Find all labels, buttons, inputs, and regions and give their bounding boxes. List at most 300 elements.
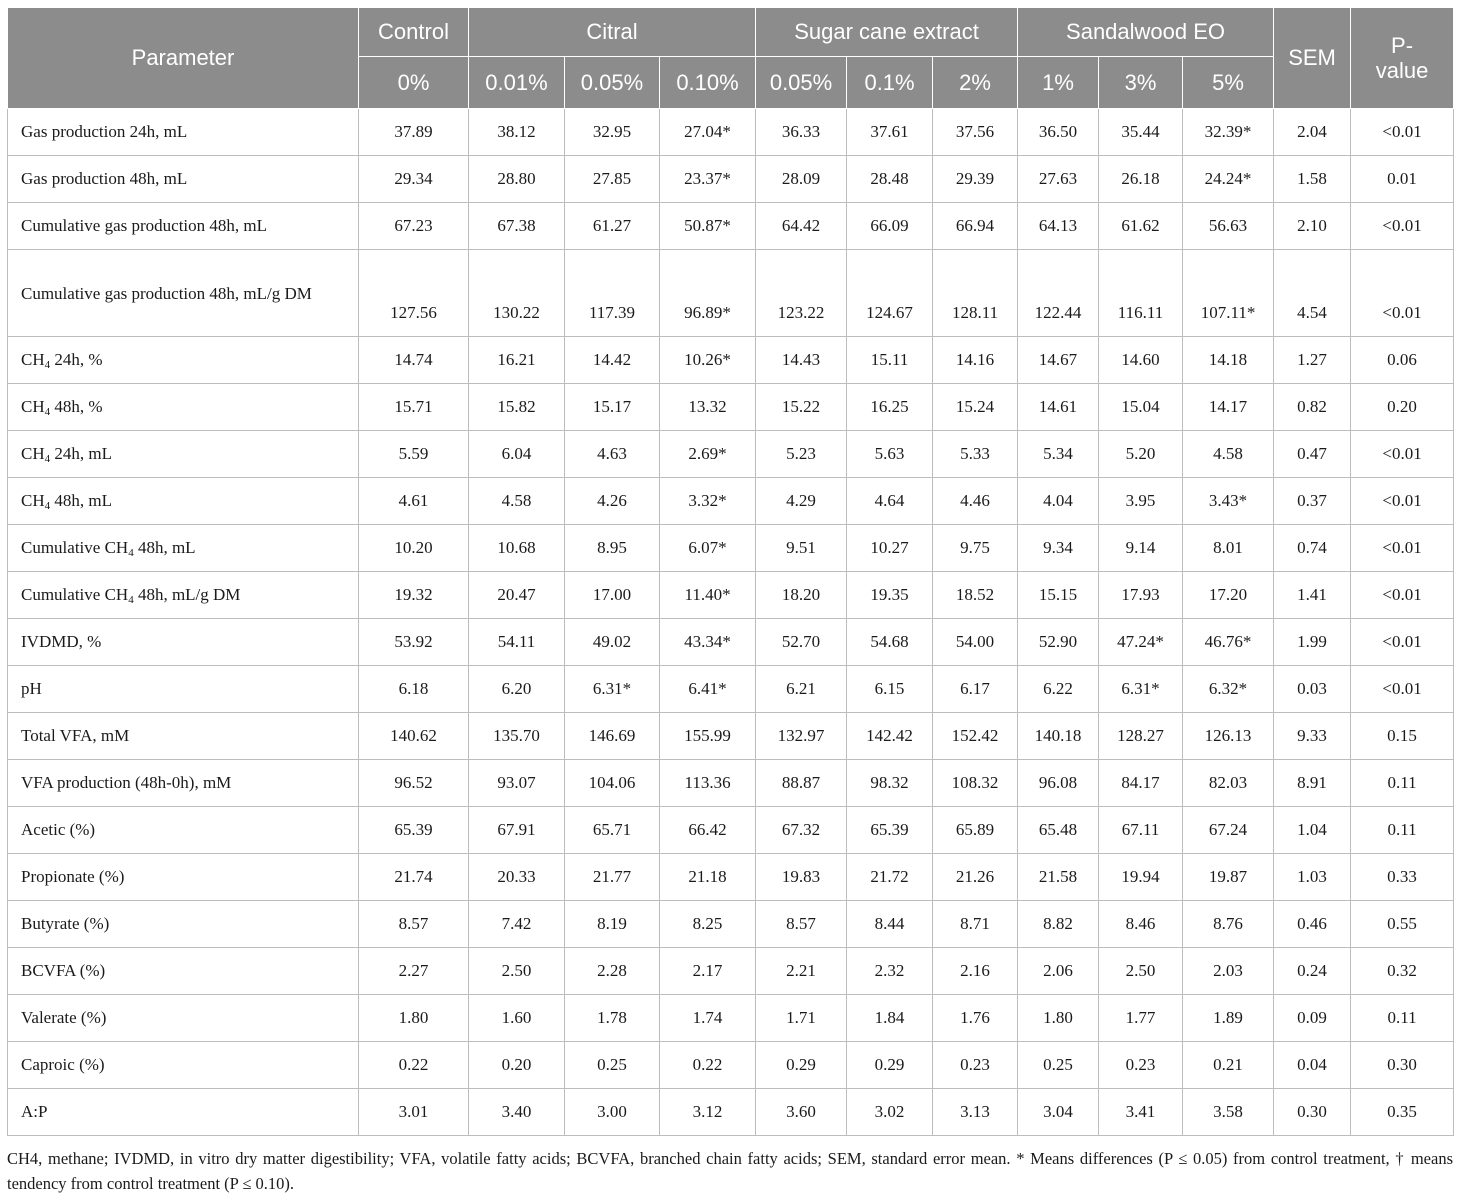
value-cell: 116.11	[1099, 250, 1183, 337]
value-cell: 4.58	[469, 478, 565, 525]
value-cell: 4.64	[847, 478, 933, 525]
value-cell: 113.36	[660, 760, 756, 807]
parameter-subscript: 4	[44, 406, 51, 418]
value-cell: 29.34	[359, 156, 469, 203]
table-row	[8, 156, 1454, 203]
value-cell: 64.13	[1018, 203, 1099, 250]
value-cell: <0.01	[1351, 666, 1454, 713]
value-cell: 54.11	[469, 619, 565, 666]
parameter-label: CH	[21, 350, 45, 369]
value-cell: 0.33	[1351, 854, 1454, 901]
value-cell: 9.51	[756, 525, 847, 572]
value-cell: 67.32	[756, 807, 847, 854]
parameter-cell	[8, 854, 359, 901]
value-cell: 19.83	[756, 854, 847, 901]
value-cell: 4.63	[565, 431, 660, 478]
table-row	[8, 948, 1454, 995]
parameter-cell	[8, 337, 359, 384]
value-cell: 16.25	[847, 384, 933, 431]
table-row	[8, 666, 1454, 713]
results-table-container	[7, 7, 1453, 1196]
value-cell: 65.39	[847, 807, 933, 854]
parameter-label: CH	[21, 397, 45, 416]
parameter-label: Gas production 24h, mL	[21, 122, 188, 141]
value-cell: 66.42	[660, 807, 756, 854]
value-cell: 122.44	[1018, 250, 1099, 337]
value-cell: 14.60	[1099, 337, 1183, 384]
value-cell: 3.43*	[1183, 478, 1274, 525]
value-cell: 2.32	[847, 948, 933, 995]
value-cell: 10.26*	[660, 337, 756, 384]
value-cell: 3.40	[469, 1089, 565, 1136]
header-dose: 0.05%	[756, 57, 847, 109]
value-cell: 6.31*	[565, 666, 660, 713]
parameter-cell	[8, 156, 359, 203]
value-cell: 152.42	[933, 713, 1018, 760]
parameter-cell	[8, 666, 359, 713]
header-group-sandalwood-eo: Sandalwood EO	[1018, 8, 1274, 57]
parameter-subscript: 4	[128, 547, 134, 559]
parameter-cell	[8, 1089, 359, 1136]
value-cell: 7.42	[469, 901, 565, 948]
value-cell: 1.80	[359, 995, 469, 1042]
value-cell: 32.39*	[1183, 109, 1274, 156]
table-row	[8, 250, 1454, 337]
value-cell: <0.01	[1351, 431, 1454, 478]
parameter-label: Valerate (%)	[21, 1008, 107, 1027]
value-cell: 0.04	[1274, 1042, 1351, 1089]
value-cell: 6.17	[933, 666, 1018, 713]
value-cell: 11.40*	[660, 572, 756, 619]
value-cell: 8.25	[660, 901, 756, 948]
value-cell: 135.70	[469, 713, 565, 760]
header-dose: 2%	[933, 57, 1018, 109]
parameter-cell	[8, 807, 359, 854]
value-cell: 0.29	[847, 1042, 933, 1089]
value-cell: 67.23	[359, 203, 469, 250]
value-cell: 3.12	[660, 1089, 756, 1136]
value-cell: 2.04	[1274, 109, 1351, 156]
value-cell: 61.62	[1099, 203, 1183, 250]
parameter-cell	[8, 250, 359, 337]
header-pvalue: P-value	[1351, 8, 1454, 109]
table-row	[8, 337, 1454, 384]
value-cell: 104.06	[565, 760, 660, 807]
value-cell: 65.71	[565, 807, 660, 854]
value-cell: 9.34	[1018, 525, 1099, 572]
value-cell: <0.01	[1351, 478, 1454, 525]
value-cell: 27.85	[565, 156, 660, 203]
value-cell: 8.82	[1018, 901, 1099, 948]
value-cell: 6.32*	[1183, 666, 1274, 713]
value-cell: 0.46	[1274, 901, 1351, 948]
value-cell: 0.23	[933, 1042, 1018, 1089]
parameter-cell	[8, 619, 359, 666]
value-cell: 4.29	[756, 478, 847, 525]
parameter-label: BCVFA (%)	[21, 961, 106, 980]
table-row	[8, 713, 1454, 760]
value-cell: 38.12	[469, 109, 565, 156]
value-cell: 1.76	[933, 995, 1018, 1042]
value-cell: 0.09	[1274, 995, 1351, 1042]
value-cell: 15.71	[359, 384, 469, 431]
value-cell: 3.32*	[660, 478, 756, 525]
value-cell: 3.01	[359, 1089, 469, 1136]
value-cell: 0.22	[660, 1042, 756, 1089]
value-cell: 17.20	[1183, 572, 1274, 619]
value-cell: 32.95	[565, 109, 660, 156]
table-row	[8, 203, 1454, 250]
value-cell: 5.34	[1018, 431, 1099, 478]
value-cell: 19.35	[847, 572, 933, 619]
table-row	[8, 384, 1454, 431]
value-cell: 8.91	[1274, 760, 1351, 807]
value-cell: 93.07	[469, 760, 565, 807]
value-cell: 52.70	[756, 619, 847, 666]
value-cell: 35.44	[1099, 109, 1183, 156]
value-cell: 96.52	[359, 760, 469, 807]
parameter-label: Cumulative CH	[21, 585, 129, 604]
parameter-label: Gas production 48h, mL	[21, 169, 188, 188]
value-cell: 0.32	[1351, 948, 1454, 995]
value-cell: <0.01	[1351, 203, 1454, 250]
value-cell: 49.02	[565, 619, 660, 666]
value-cell: 17.00	[565, 572, 660, 619]
value-cell: 54.68	[847, 619, 933, 666]
value-cell: 130.22	[469, 250, 565, 337]
value-cell: 0.11	[1351, 995, 1454, 1042]
parameter-cell	[8, 572, 359, 619]
table-header	[8, 8, 1454, 109]
value-cell: 84.17	[1099, 760, 1183, 807]
value-cell: 9.75	[933, 525, 1018, 572]
parameter-label: Cumulative CH	[21, 538, 129, 557]
value-cell: 8.76	[1183, 901, 1274, 948]
header-dose: 0.05%	[565, 57, 660, 109]
value-cell: 8.57	[359, 901, 469, 948]
value-cell: 128.11	[933, 250, 1018, 337]
parameter-label: IVDMD, %	[21, 632, 102, 651]
value-cell: 140.62	[359, 713, 469, 760]
value-cell: 6.07*	[660, 525, 756, 572]
value-cell: 0.74	[1274, 525, 1351, 572]
value-cell: 3.41	[1099, 1089, 1183, 1136]
value-cell: 108.32	[933, 760, 1018, 807]
value-cell: 0.06	[1351, 337, 1454, 384]
value-cell: 1.41	[1274, 572, 1351, 619]
value-cell: 155.99	[660, 713, 756, 760]
value-cell: 18.52	[933, 572, 1018, 619]
value-cell: 8.95	[565, 525, 660, 572]
table-row	[8, 1089, 1454, 1136]
value-cell: 23.37*	[660, 156, 756, 203]
value-cell: 82.03	[1183, 760, 1274, 807]
value-cell: 140.18	[1018, 713, 1099, 760]
value-cell: 14.17	[1183, 384, 1274, 431]
parameter-cell	[8, 431, 359, 478]
value-cell: 8.57	[756, 901, 847, 948]
value-cell: 0.01	[1351, 156, 1454, 203]
value-cell: 14.16	[933, 337, 1018, 384]
value-cell: 0.25	[565, 1042, 660, 1089]
value-cell: 15.82	[469, 384, 565, 431]
table-row	[8, 1042, 1454, 1089]
value-cell: 6.31*	[1099, 666, 1183, 713]
value-cell: 16.21	[469, 337, 565, 384]
parameter-label: Cumulative gas production 48h, mL/g DM	[21, 283, 312, 303]
value-cell: 107.11*	[1183, 250, 1274, 337]
parameter-subscript: 4	[44, 453, 51, 465]
value-cell: 61.27	[565, 203, 660, 250]
value-cell: 67.91	[469, 807, 565, 854]
value-cell: 2.50	[1099, 948, 1183, 995]
value-cell: 1.03	[1274, 854, 1351, 901]
value-cell: 24.24*	[1183, 156, 1274, 203]
parameter-cell	[8, 713, 359, 760]
parameter-cell	[8, 760, 359, 807]
value-cell: 1.89	[1183, 995, 1274, 1042]
value-cell: 123.22	[756, 250, 847, 337]
parameter-subscript: 4	[128, 594, 134, 606]
value-cell: 5.63	[847, 431, 933, 478]
value-cell: 21.58	[1018, 854, 1099, 901]
value-cell: 67.38	[469, 203, 565, 250]
value-cell: 37.89	[359, 109, 469, 156]
parameter-label: CH	[21, 444, 45, 463]
value-cell: 1.27	[1274, 337, 1351, 384]
value-cell: 65.48	[1018, 807, 1099, 854]
value-cell: 117.39	[565, 250, 660, 337]
table-row	[8, 478, 1454, 525]
value-cell: 8.44	[847, 901, 933, 948]
value-cell: 0.23	[1099, 1042, 1183, 1089]
value-cell: 0.30	[1351, 1042, 1454, 1089]
value-cell: 126.13	[1183, 713, 1274, 760]
value-cell: 21.77	[565, 854, 660, 901]
value-cell: 46.76*	[1183, 619, 1274, 666]
header-dose: 0.1%	[847, 57, 933, 109]
parameter-label: Total VFA, mM	[21, 726, 130, 745]
value-cell: 0.35	[1351, 1089, 1454, 1136]
value-cell: 65.89	[933, 807, 1018, 854]
header-sem: SEM	[1274, 8, 1351, 109]
value-cell: 1.74	[660, 995, 756, 1042]
value-cell: <0.01	[1351, 250, 1454, 337]
value-cell: 0.47	[1274, 431, 1351, 478]
parameter-label-suffix: 24h, %	[50, 350, 103, 369]
parameter-cell	[8, 901, 359, 948]
value-cell: 19.87	[1183, 854, 1274, 901]
value-cell: 0.20	[1351, 384, 1454, 431]
value-cell: 3.95	[1099, 478, 1183, 525]
value-cell: 4.04	[1018, 478, 1099, 525]
value-cell: 64.42	[756, 203, 847, 250]
results-table	[7, 7, 1454, 1136]
value-cell: 0.20	[469, 1042, 565, 1089]
parameter-subscript: 4	[44, 500, 51, 512]
value-cell: 19.94	[1099, 854, 1183, 901]
value-cell: 2.28	[565, 948, 660, 995]
value-cell: 8.71	[933, 901, 1018, 948]
value-cell: 0.29	[756, 1042, 847, 1089]
value-cell: 14.74	[359, 337, 469, 384]
value-cell: 3.02	[847, 1089, 933, 1136]
value-cell: 1.58	[1274, 156, 1351, 203]
value-cell: 14.67	[1018, 337, 1099, 384]
value-cell: 2.16	[933, 948, 1018, 995]
parameter-cell	[8, 525, 359, 572]
parameter-label: Propionate (%)	[21, 867, 125, 886]
value-cell: 6.41*	[660, 666, 756, 713]
parameter-label: CH	[21, 491, 45, 510]
value-cell: 0.11	[1351, 807, 1454, 854]
value-cell: 5.20	[1099, 431, 1183, 478]
value-cell: 8.01	[1183, 525, 1274, 572]
value-cell: 6.18	[359, 666, 469, 713]
value-cell: 1.60	[469, 995, 565, 1042]
value-cell: 36.50	[1018, 109, 1099, 156]
parameter-label-suffix: 48h, mL	[133, 538, 196, 557]
value-cell: 14.61	[1018, 384, 1099, 431]
value-cell: 66.09	[847, 203, 933, 250]
value-cell: <0.01	[1351, 572, 1454, 619]
value-cell: 37.61	[847, 109, 933, 156]
value-cell: 21.74	[359, 854, 469, 901]
parameter-cell	[8, 478, 359, 525]
table-body	[8, 109, 1454, 1136]
value-cell: 0.82	[1274, 384, 1351, 431]
header-dose: 3%	[1099, 57, 1183, 109]
value-cell: 3.58	[1183, 1089, 1274, 1136]
value-cell: 67.11	[1099, 807, 1183, 854]
table-row	[8, 109, 1454, 156]
value-cell: 1.78	[565, 995, 660, 1042]
value-cell: 28.80	[469, 156, 565, 203]
value-cell: 128.27	[1099, 713, 1183, 760]
value-cell: 21.72	[847, 854, 933, 901]
value-cell: 4.26	[565, 478, 660, 525]
value-cell: 3.00	[565, 1089, 660, 1136]
parameter-label-suffix: 24h, mL	[50, 444, 112, 463]
value-cell: 17.93	[1099, 572, 1183, 619]
value-cell: 19.32	[359, 572, 469, 619]
value-cell: <0.01	[1351, 525, 1454, 572]
value-cell: 20.47	[469, 572, 565, 619]
value-cell: 3.13	[933, 1089, 1018, 1136]
parameter-label-suffix: 48h, %	[50, 397, 103, 416]
value-cell: 6.22	[1018, 666, 1099, 713]
parameter-label: A:P	[21, 1102, 48, 1121]
parameter-label: pH	[21, 679, 42, 698]
value-cell: 3.60	[756, 1089, 847, 1136]
value-cell: 96.08	[1018, 760, 1099, 807]
value-cell: 15.11	[847, 337, 933, 384]
value-cell: 1.04	[1274, 807, 1351, 854]
parameter-cell	[8, 384, 359, 431]
value-cell: 15.24	[933, 384, 1018, 431]
value-cell: 10.27	[847, 525, 933, 572]
value-cell: 21.26	[933, 854, 1018, 901]
value-cell: 0.03	[1274, 666, 1351, 713]
table-row	[8, 431, 1454, 478]
value-cell: <0.01	[1351, 619, 1454, 666]
value-cell: 2.21	[756, 948, 847, 995]
value-cell: 67.24	[1183, 807, 1274, 854]
value-cell: 2.10	[1274, 203, 1351, 250]
value-cell: 132.97	[756, 713, 847, 760]
value-cell: 5.59	[359, 431, 469, 478]
value-cell: 6.15	[847, 666, 933, 713]
value-cell: 3.04	[1018, 1089, 1099, 1136]
table-row	[8, 572, 1454, 619]
value-cell: 2.06	[1018, 948, 1099, 995]
value-cell: 4.58	[1183, 431, 1274, 478]
header-dose: 0%	[359, 57, 469, 109]
value-cell: 65.39	[359, 807, 469, 854]
parameter-label: VFA production (48h-0h), mM	[21, 773, 232, 792]
value-cell: 0.25	[1018, 1042, 1099, 1089]
value-cell: 52.90	[1018, 619, 1099, 666]
header-group-control: Control	[359, 8, 469, 57]
parameter-label-suffix: 48h, mL/g DM	[133, 585, 241, 604]
value-cell: 146.69	[565, 713, 660, 760]
table-row	[8, 901, 1454, 948]
value-cell: 8.19	[565, 901, 660, 948]
table-row	[8, 619, 1454, 666]
value-cell: 15.17	[565, 384, 660, 431]
header-dose: 0.10%	[660, 57, 756, 109]
value-cell: 1.77	[1099, 995, 1183, 1042]
header-dose: 0.01%	[469, 57, 565, 109]
parameter-label: Butyrate (%)	[21, 914, 110, 933]
value-cell: 18.20	[756, 572, 847, 619]
header-group-citral: Citral	[469, 8, 756, 57]
header-dose: 5%	[1183, 57, 1274, 109]
header-parameter: Parameter	[8, 8, 359, 109]
value-cell: 2.17	[660, 948, 756, 995]
table-row	[8, 807, 1454, 854]
table-row	[8, 854, 1454, 901]
value-cell: 37.56	[933, 109, 1018, 156]
value-cell: 28.48	[847, 156, 933, 203]
table-row	[8, 760, 1454, 807]
value-cell: 2.69*	[660, 431, 756, 478]
value-cell: 26.18	[1099, 156, 1183, 203]
value-cell: 4.46	[933, 478, 1018, 525]
value-cell: 0.21	[1183, 1042, 1274, 1089]
value-cell: 0.24	[1274, 948, 1351, 995]
value-cell: 2.27	[359, 948, 469, 995]
parameter-cell	[8, 1042, 359, 1089]
value-cell: 0.30	[1274, 1089, 1351, 1136]
value-cell: 9.33	[1274, 713, 1351, 760]
value-cell: 142.42	[847, 713, 933, 760]
value-cell: 20.33	[469, 854, 565, 901]
parameter-label: Caproic (%)	[21, 1055, 105, 1074]
value-cell: 29.39	[933, 156, 1018, 203]
value-cell: 56.63	[1183, 203, 1274, 250]
value-cell: 28.09	[756, 156, 847, 203]
parameter-cell	[8, 995, 359, 1042]
value-cell: 1.84	[847, 995, 933, 1042]
value-cell: 5.23	[756, 431, 847, 478]
value-cell: 0.15	[1351, 713, 1454, 760]
value-cell: 98.32	[847, 760, 933, 807]
value-cell: 21.18	[660, 854, 756, 901]
header-dose: 1%	[1018, 57, 1099, 109]
parameter-cell	[8, 109, 359, 156]
value-cell: 15.15	[1018, 572, 1099, 619]
